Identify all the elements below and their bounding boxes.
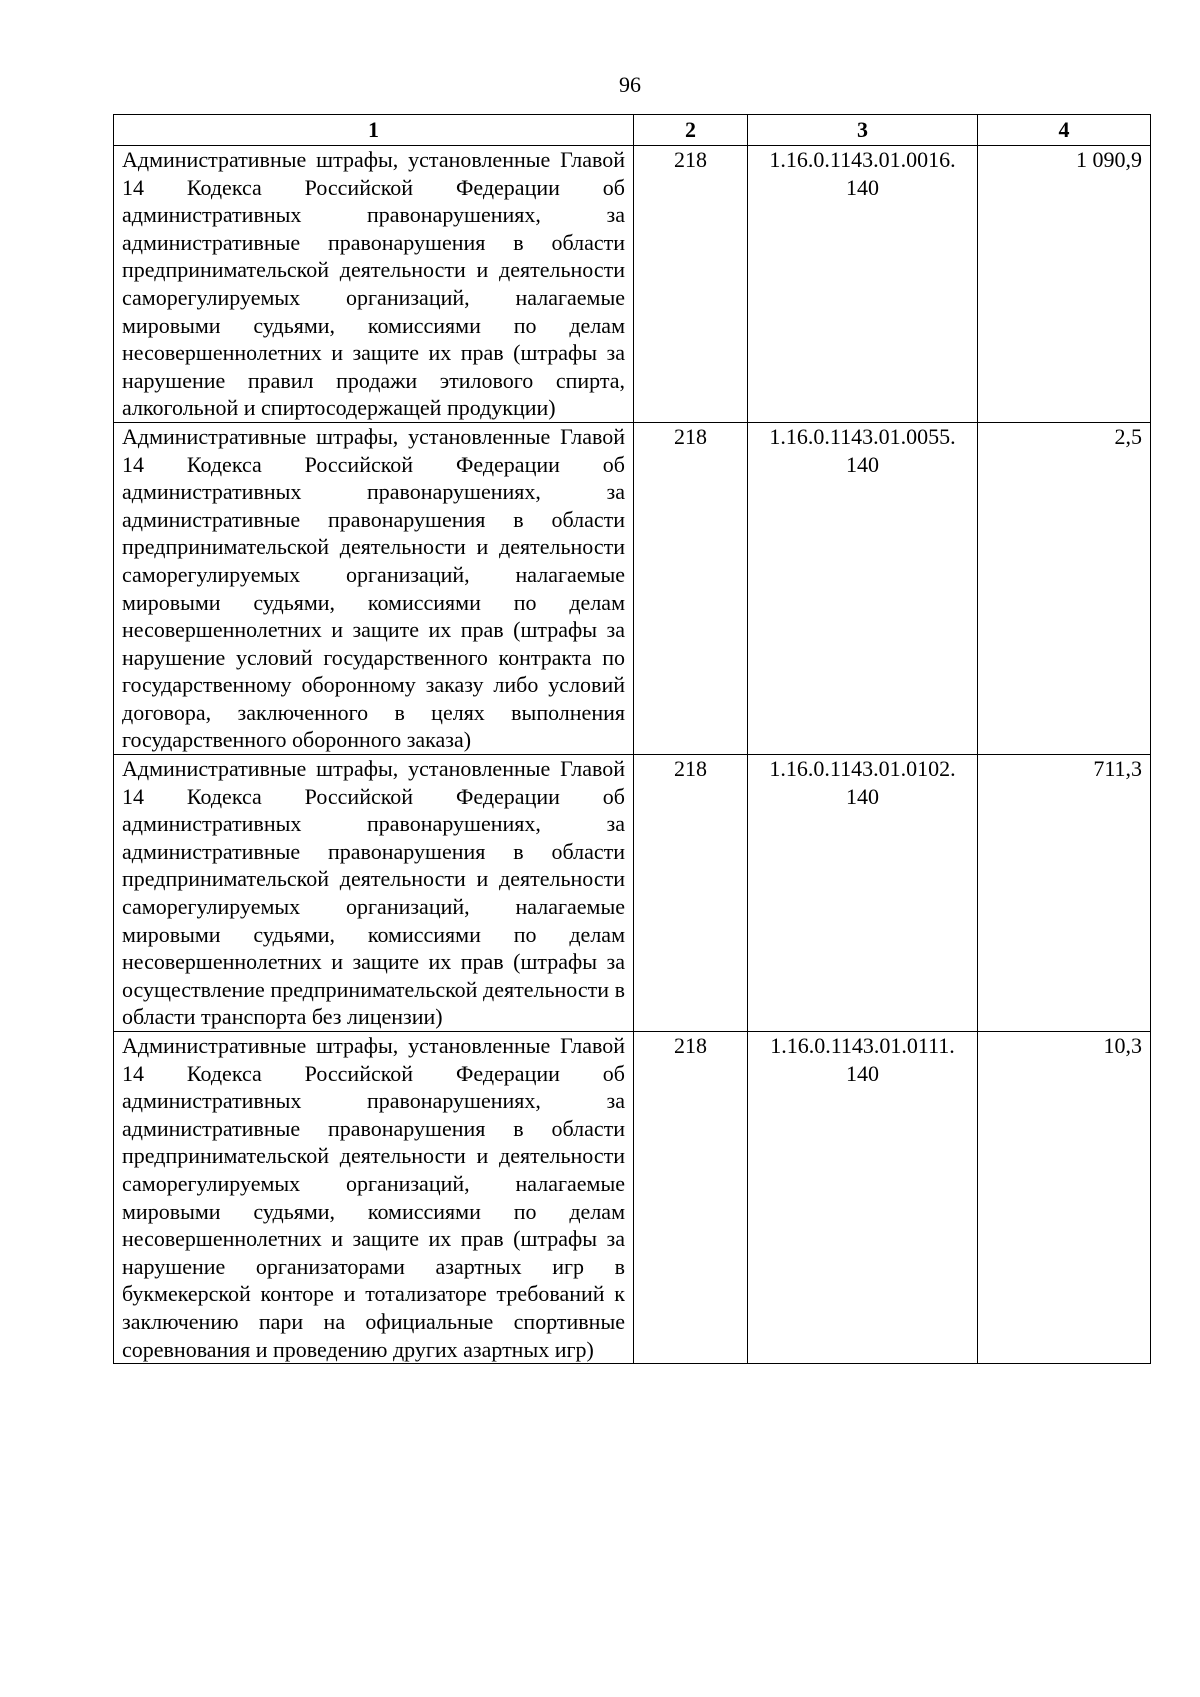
row-amount xyxy=(978,1032,1151,1364)
row-admin-code: 218 xyxy=(634,422,748,754)
kbk-code-line: 1.16.0.1143.01.0055. xyxy=(769,423,956,449)
table-row xyxy=(114,1032,1151,1364)
kbk-code-line: 1.16.0.1143.01.0111. xyxy=(770,1033,955,1058)
column-header-2: 2 xyxy=(634,115,748,146)
table-row xyxy=(114,422,1151,754)
kbk-code-line: 1.16.0.1143.01.0016. xyxy=(769,147,956,172)
column-header-1: 1 xyxy=(114,115,634,146)
row-amount xyxy=(978,146,1151,423)
row-kbk-code xyxy=(748,146,978,423)
kbk-code-suffix: 140 xyxy=(846,451,879,477)
table-row xyxy=(114,755,1151,1032)
table-header-row xyxy=(114,115,1151,146)
column-header-4: 4 xyxy=(978,115,1151,146)
row-kbk-code xyxy=(748,755,978,1032)
revenue-table xyxy=(113,114,1151,1364)
amount-value: 10,3 xyxy=(1103,1033,1142,1058)
amount-value: 2,5 xyxy=(1114,423,1142,449)
row-admin-code: 218 xyxy=(634,755,748,1032)
table-row xyxy=(114,146,1151,423)
row-amount xyxy=(978,755,1151,1032)
row-admin-code: 218 xyxy=(634,146,748,423)
kbk-code-suffix: 140 xyxy=(846,783,879,809)
amount-value: 711,3 xyxy=(1093,756,1142,782)
row-kbk-code xyxy=(748,1032,978,1364)
row-description: Административные штрафы, установленные Главой 14 Кодекса Российской Федерации об административных правонарушениях, за административные правонарушения в области предпринимательской деятельности и деятельности саморегулируемых организаций, налагаемые мировыми судьями, комиссиями по делам несовершеннолетних и защите их прав (штрафы за нарушение организаторами азартных игр в букмекерской конторе и тотализаторе требований к заключению пари на официальные спортивные соревнования и проведению других азартных игр) xyxy=(114,1032,634,1364)
kbk-code-line: 1.16.0.1143.01.0102. xyxy=(769,756,956,782)
page-number: 96 xyxy=(619,72,641,97)
row-amount xyxy=(978,422,1151,754)
row-description: Административные штрафы, установленные Главой 14 Кодекса Российской Федерации об административных правонарушениях, за административные правонарушения в области предпринимательской деятельности и деятельности саморегулируемых организаций, налагаемые мировыми судьями, комиссиями по делам несовершеннолетних и защите их прав (штрафы за осуществление предпринимательской деятельности в области транспорта без лицензии) xyxy=(114,755,634,1032)
row-description: Административные штрафы, установленные Главой 14 Кодекса Российской Федерации об административных правонарушениях, за административные правонарушения в области предпринимательской деятельности и деятельности саморегулируемых организаций, налагаемые мировыми судьями, комиссиями по делам несовершеннолетних и защите их прав (штрафы за нарушение условий государственного контракта по государственному оборонному заказу либо условий договора, заключенного в целях выполнения государственного оборонного заказа) xyxy=(114,422,634,754)
kbk-code-suffix: 140 xyxy=(846,1060,879,1086)
row-admin-code: 218 xyxy=(634,1032,748,1364)
kbk-code-suffix: 140 xyxy=(846,174,879,200)
row-kbk-code xyxy=(748,422,978,754)
column-header-3: 3 xyxy=(748,115,978,146)
row-description: Административные штрафы, установленные Главой 14 Кодекса Российской Федерации об административных правонарушениях, за административные правонарушения в области предпринимательской деятельности и деятельности саморегулируемых организаций, налагаемые мировыми судьями, комиссиями по делам несовершеннолетних и защите их прав (штрафы за нарушение правил продажи этилового спирта, алкогольной и спиртосодержащей продукции) xyxy=(114,146,634,423)
amount-value: 1 090,9 xyxy=(1076,147,1142,172)
